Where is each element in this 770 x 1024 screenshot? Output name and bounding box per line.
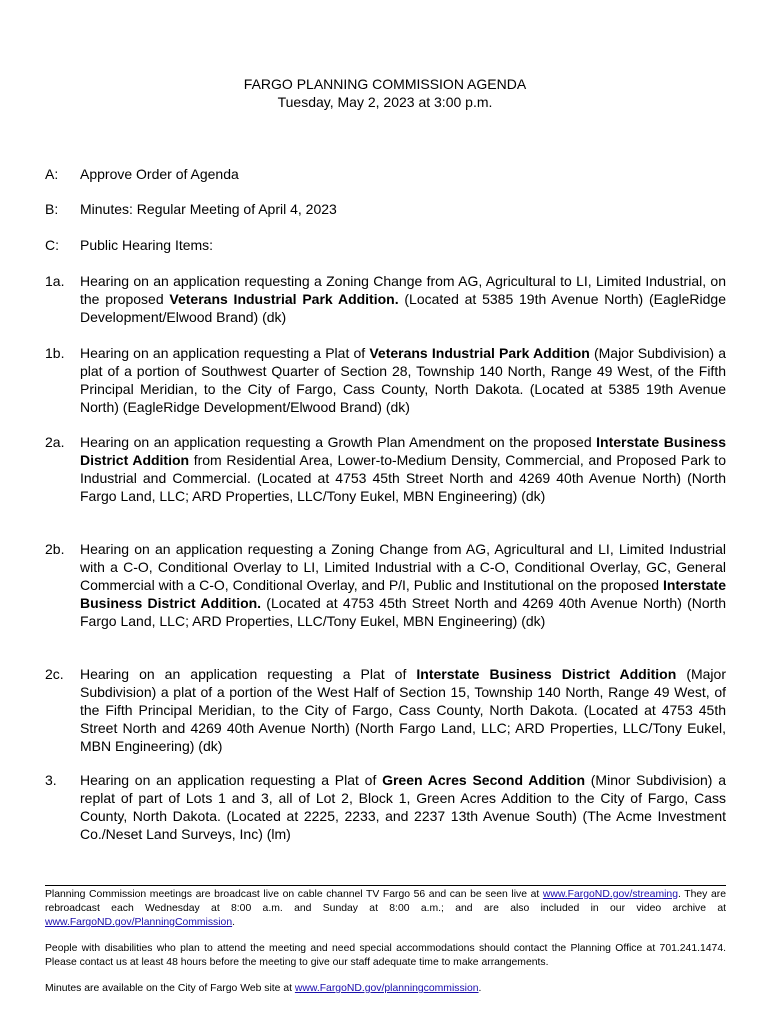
minutes-note bbox=[45, 982, 726, 996]
item-title: Interstate Business District Addition bbox=[80, 434, 726, 468]
item-title: Interstate Business District Addition bbox=[416, 666, 677, 682]
agenda-item-b bbox=[45, 200, 726, 218]
page-title: FARGO PLANNING COMMISSION AGENDA bbox=[243, 76, 527, 92]
item-text bbox=[80, 665, 726, 755]
agenda-item-c bbox=[45, 236, 726, 254]
agenda-item-a bbox=[45, 165, 726, 183]
item-text-post: (Major Subdivision) a plat of a portion of the West Half of Section 15, Township 140 North, Range 49 West, of the Fifth Principal Meridian, to the City of Fargo, Cass County, North Dakota. (Located at 4753 45th Street North and 4269 40th Avenue North) (North Fargo Land, LLC; ARD Properties, LLC/Tony Eukel, MBN Engineering) (dk) bbox=[80, 666, 726, 754]
minutes-text-end: . bbox=[478, 983, 482, 994]
item-text-post: (Located at 5385 19th Avenue North) (EagleRidge Development/Elwood Brand) (dk) bbox=[80, 291, 726, 325]
item-label: 3. bbox=[45, 772, 57, 788]
broadcast-text: Planning Commission meetings are broadcast live on cable channel TV Fargo 56 and can be seen live at bbox=[45, 889, 543, 900]
item-label: 2c. bbox=[45, 666, 64, 682]
agenda-item-2a bbox=[45, 433, 726, 505]
item-text: Minutes: Regular Meeting of April 4, 2023 bbox=[80, 201, 337, 217]
item-text: Approve Order of Agenda bbox=[80, 166, 239, 182]
meeting-date: Tuesday, May 2, 2023 at 3:00 p.m. bbox=[277, 94, 493, 110]
item-text-pre: Hearing on an application requesting a Zoning Change from AG, Agricultural and LI, Limited Industrial with a C-O, Conditional Overlay to LI, Limited Industrial with a C-O, Conditional Overlay, GC, General Commercial with a C-O, Conditional Overlay, and P/I, Public and Institutional on the proposed bbox=[80, 541, 726, 593]
item-label: A: bbox=[45, 166, 59, 182]
agenda-item-2c bbox=[45, 665, 726, 755]
item-label: 2a. bbox=[45, 434, 65, 450]
item-title: Veterans Industrial Park Addition bbox=[369, 345, 590, 361]
agenda-item-3 bbox=[45, 771, 726, 843]
item-label: 1a. bbox=[45, 273, 65, 289]
item-text-pre: Hearing on an application requesting a Plat of bbox=[80, 345, 370, 361]
item-text bbox=[80, 272, 726, 326]
item-title: Veterans Industrial Park Addition. bbox=[169, 291, 399, 307]
item-label: 1b. bbox=[45, 345, 65, 361]
item-text: Public Hearing Items: bbox=[80, 237, 214, 253]
broadcast-text-end: . bbox=[232, 917, 235, 928]
item-text-post: (Major Subdivision) a plat of a portion of Southwest Quarter of Section 28, Township 140 North, Range 49 West, of the Fifth Principal Meridian, to the City of Fargo, Cass County, North Dakota. (Located at 5385 19th Avenue North) (EagleRidge Development/Elwood Brand) (dk) bbox=[80, 345, 726, 415]
item-text bbox=[80, 433, 726, 505]
streaming-link[interactable]: www.FargoND.gov/streaming bbox=[542, 889, 678, 900]
item-text-post: (Located at 4753 45th Street North and 4269 40th Avenue North) (North Fargo Land, LLC; ARD Properties, LLC/Tony Eukel, MBN Engineering) (dk) bbox=[80, 595, 726, 629]
item-label: 2b. bbox=[45, 541, 65, 557]
minutes-text: Minutes are available on the City of Fargo Web site at bbox=[45, 983, 295, 994]
item-text-pre: Hearing on an application requesting a Growth Plan Amendment on the proposed bbox=[80, 434, 597, 450]
item-text-pre: Hearing on an application requesting a Plat of bbox=[80, 666, 417, 682]
agenda-item-1a bbox=[45, 272, 726, 326]
accommodations-note: People with disabilities who plan to attend the meeting and need special accommodations should contact the Planning Office at 701.241.1474. Please contact us at least 48 hours before the meeting to give our staff adequate time to make arrangements. bbox=[45, 943, 726, 968]
item-text-post: (Minor Subdivision) a replat of part of Lots 1 and 3, all of Lot 2, Block 1, Green Acres Addition to the City of Fargo, Cass County, North Dakota. (Located at 2225, 2233, and 2237 13th Avenue South) (The Acme Investment Co./Neset Land Surveys, Inc) (lm) bbox=[80, 772, 726, 842]
agenda-item-1b bbox=[45, 344, 726, 416]
agenda-item-2b bbox=[45, 540, 726, 630]
item-text-pre: Hearing on an application requesting a Plat of bbox=[80, 772, 383, 788]
minutes-link[interactable]: www.FargoND.gov/planningcommission bbox=[294, 983, 479, 994]
item-text-pre: Hearing on an application requesting a Zoning Change from AG, Agricultural to LI, Limited Industrial, on the proposed bbox=[80, 273, 726, 307]
agenda-header bbox=[0, 75, 770, 111]
page-footer bbox=[45, 885, 726, 996]
item-title: Green Acres Second Addition bbox=[382, 772, 586, 788]
item-text bbox=[80, 540, 726, 630]
broadcast-text-mid: . They are rebroadcast each Wednesday at 8:00 a.m. and Sunday at 8:00 a.m.; and are also included in our video archive at bbox=[45, 889, 726, 914]
item-label: B: bbox=[45, 201, 59, 217]
archive-link[interactable]: www.FargoND.gov/PlanningCommission bbox=[45, 917, 233, 928]
item-title: Interstate Business District Addition. bbox=[80, 577, 726, 611]
item-text bbox=[80, 344, 726, 416]
item-text-post: from Residential Area, Lower-to-Medium Density, Commercial, and Proposed Park to Industrial and Commercial. (Located at 4753 45th Street North and 4269 40th Avenue North) (North Fargo Land, LLC; ARD Properties, LLC/Tony Eukel, MBN Engineering) (dk) bbox=[80, 452, 726, 504]
item-text bbox=[80, 771, 726, 843]
broadcast-note bbox=[45, 888, 726, 930]
item-label: C: bbox=[45, 237, 59, 253]
